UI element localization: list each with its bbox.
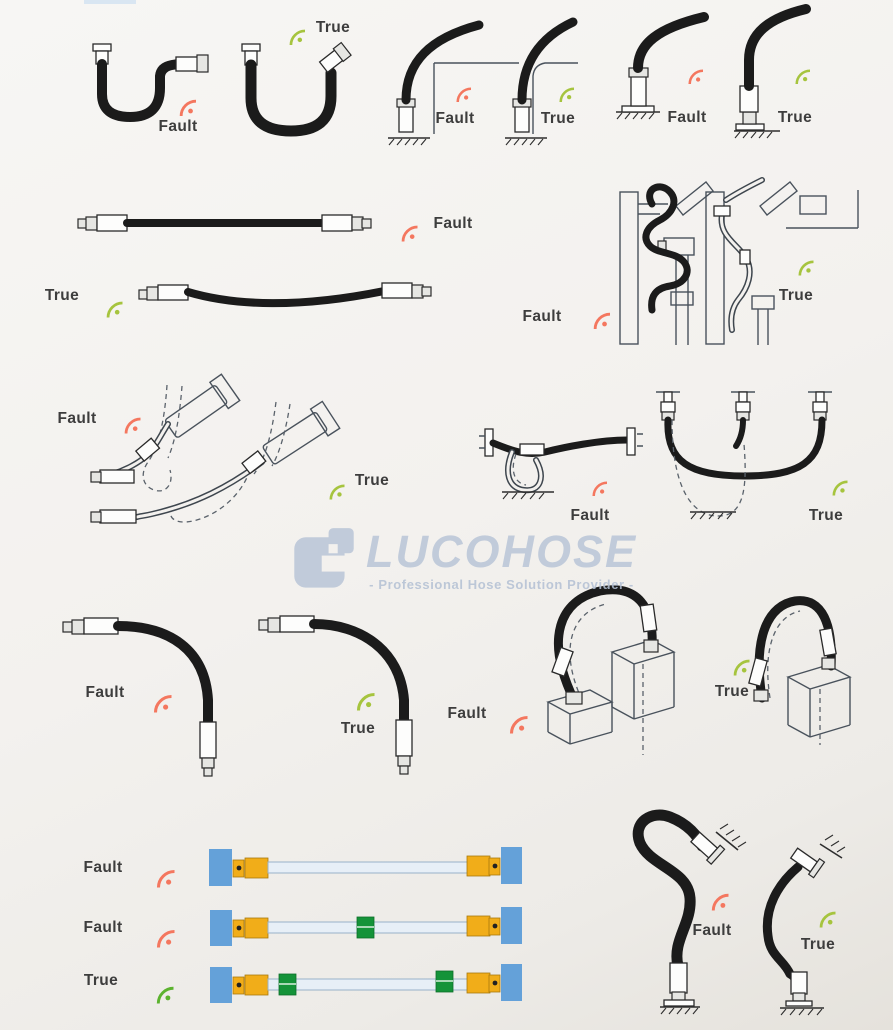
true-label: True bbox=[714, 683, 750, 700]
true-label: True bbox=[44, 287, 80, 304]
panel-clamping-art bbox=[209, 847, 522, 1003]
sad-face-icon bbox=[131, 672, 172, 713]
fault-label: Fault bbox=[158, 118, 198, 135]
smiley-face-icon bbox=[86, 281, 123, 318]
true-label: True bbox=[315, 19, 351, 36]
sad-face-icon bbox=[381, 205, 418, 242]
sad-face-icon bbox=[134, 907, 175, 948]
fault-label: Fault bbox=[83, 859, 123, 876]
smiley-face-icon bbox=[776, 50, 810, 84]
sad-face-icon bbox=[104, 397, 141, 434]
fault-label: Fault bbox=[435, 110, 475, 127]
true-label: True bbox=[540, 110, 576, 127]
smiley-face-icon bbox=[334, 670, 375, 711]
sad-face-icon bbox=[134, 847, 175, 888]
fault-label: Fault bbox=[667, 109, 707, 126]
watermark-brand: LUCOHOSE bbox=[366, 526, 638, 577]
true-label: True bbox=[83, 972, 119, 989]
sad-face-icon bbox=[437, 68, 471, 102]
true-label: True bbox=[777, 109, 813, 126]
fault-label: Fault bbox=[57, 410, 97, 427]
watermark bbox=[292, 528, 637, 592]
sad-face-icon bbox=[573, 462, 607, 496]
lucohose-logo-mark bbox=[292, 528, 356, 590]
panel-machine-art bbox=[620, 180, 858, 345]
smiley-face-icon bbox=[135, 965, 174, 1004]
clamp-row-3 bbox=[210, 964, 522, 1003]
true-label: True bbox=[800, 936, 836, 953]
smiley-face-icon bbox=[799, 891, 836, 928]
smiley-face-icon bbox=[713, 639, 750, 676]
fault-label: Fault bbox=[447, 705, 487, 722]
sad-face-icon bbox=[669, 50, 703, 84]
panel-slack-art bbox=[78, 215, 431, 303]
sad-face-icon bbox=[487, 693, 528, 734]
clamp-row-1 bbox=[209, 847, 522, 886]
fault-label: Fault bbox=[85, 684, 125, 701]
smiley-face-icon bbox=[310, 465, 345, 500]
fault-label: Fault bbox=[692, 922, 732, 939]
panel-u-bend-art bbox=[93, 43, 351, 131]
fault-label: Fault bbox=[433, 215, 473, 232]
sad-face-icon bbox=[158, 78, 196, 116]
panel-arch-art bbox=[548, 590, 850, 755]
smiley-face-icon bbox=[813, 461, 848, 496]
fault-label: Fault bbox=[570, 507, 610, 524]
panel-loop-art bbox=[479, 392, 832, 519]
watermark-tagline: - Professional Hose Solution Provider - bbox=[369, 577, 634, 593]
true-label: True bbox=[808, 507, 844, 524]
fault-label: Fault bbox=[522, 308, 562, 325]
sad-face-icon bbox=[572, 291, 610, 329]
true-label: True bbox=[354, 472, 390, 489]
true-label: True bbox=[778, 287, 814, 304]
smiley-face-icon bbox=[779, 241, 814, 276]
true-label: True bbox=[340, 720, 376, 737]
sad-face-icon bbox=[690, 872, 729, 911]
smiley-face-icon bbox=[540, 68, 574, 102]
clamp-row-2 bbox=[210, 907, 522, 946]
smiley-face-icon bbox=[269, 9, 305, 45]
fault-label: Fault bbox=[83, 919, 123, 936]
